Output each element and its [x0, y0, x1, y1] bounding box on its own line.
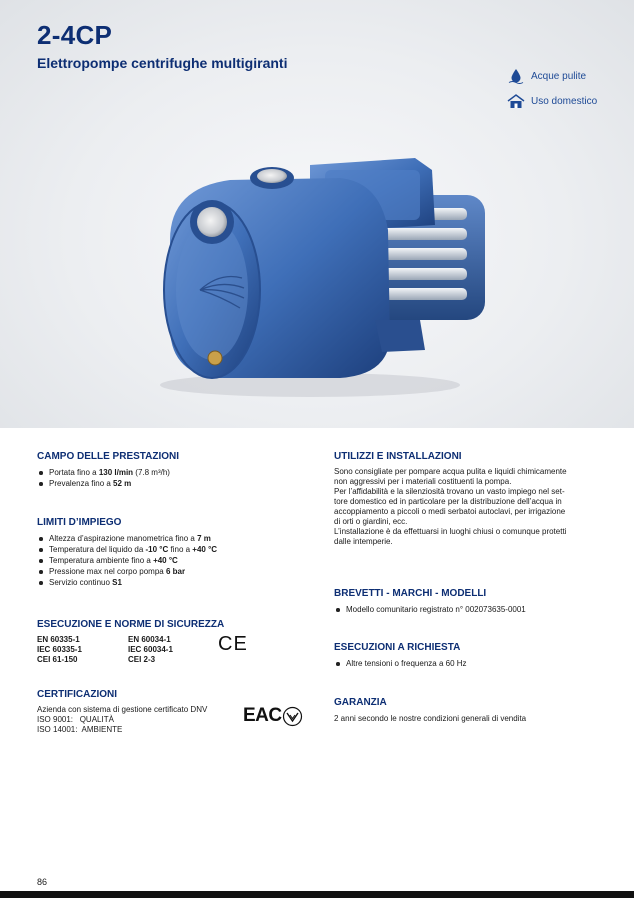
page-subtitle: Elettropompe centrifughe multigiranti [37, 55, 288, 71]
options-heading: ESECUZIONI A RICHIESTA [334, 642, 461, 653]
norms-section [37, 620, 307, 665]
performance-section [37, 452, 297, 490]
norms-column-1: EN 60335-1 IEC 60335-1 CEI 61-150 [37, 635, 82, 664]
warranty-text: 2 anni secondo le nostre condizioni generali di vendita [334, 714, 527, 723]
footer-bar [0, 891, 634, 898]
ukrsepro-mark-icon [282, 706, 303, 727]
cert-line: ISO 14001: AMBIENTE [37, 725, 123, 734]
usage-domestic [507, 93, 597, 109]
list-item: Altre tensioni o frequenza a 60 Hz [334, 659, 604, 669]
list-item: Portata fino a 130 l/min (7.8 m³/h) [37, 468, 297, 478]
usage-domestic-label: Uso domestico [531, 95, 598, 107]
certifications-section [37, 690, 257, 735]
list-item: Temperatura ambiente fino a +40 °C [37, 556, 297, 566]
list-item: Prevalenza fino a 52 m [37, 479, 297, 489]
patents-heading: BREVETTI - MARCHI - MODELLI [334, 588, 487, 599]
warranty-heading: GARANZIA [334, 697, 387, 708]
list-item: Pressione max nel corpo pompa 6 bar [37, 567, 297, 577]
usage-clean-water [507, 68, 586, 84]
list-item: Altezza d’aspirazione manometrica fino a 7 m [37, 534, 297, 544]
pump-image [150, 140, 500, 410]
page-number: 86 [37, 877, 48, 887]
usage-clean-water-label: Acque pulite [531, 70, 587, 82]
usage-installation-heading: UTILIZZI E INSTALLAZIONI [334, 451, 462, 462]
cert-line: ISO 9001: QUALITÀ [37, 715, 114, 724]
eac-mark: EAC [243, 705, 282, 726]
water-drop-icon [507, 68, 525, 84]
options-section [334, 643, 604, 670]
usage-installation-text: Sono consigliate per pompare acqua pulita e liquidi chimicamente non aggressivi per i materiali costituenti la pompa. Per l’affidabilità e la silenziosità trovano un vasto impiego nel set- tore domestico ed in particolare per la distribuzione dell’acqua in accoppiamento a piccoli o medi serbatoi autoclavi, per irrigazione di orti o giardini, ecc. L’installazione è da effettuarsi in luoghi chiusi o comunque protetti dalle intemperie. [334, 467, 567, 546]
patents-section [334, 589, 604, 616]
norms-column-2: EN 60034-1 IEC 60034-1 CEI 2-3 [128, 635, 173, 664]
performance-heading: CAMPO DELLE PRESTAZIONI [37, 451, 180, 462]
list-item: Servizio continuo S1 [37, 578, 297, 588]
list-item: Modello comunitario registrato n° 002073635-0001 [334, 605, 604, 615]
warranty-section [334, 698, 604, 724]
certifications-heading: CERTIFICAZIONI [37, 689, 117, 700]
limits-section [37, 518, 297, 589]
norms-heading: ESECUZIONE E NORME DI SICUREZZA [37, 619, 225, 630]
usage-installation-section [334, 452, 604, 547]
cert-line: Azienda con sistema di gestione certificato DNV [37, 705, 208, 714]
page-title: 2-4CP [37, 20, 113, 50]
limits-heading: LIMITI D’IMPIEGO [37, 517, 122, 528]
ce-mark: CE [218, 633, 248, 655]
domestic-house-icon [507, 93, 525, 109]
list-item: Temperatura del liquido da -10 °C fino a +40 °C [37, 545, 297, 555]
